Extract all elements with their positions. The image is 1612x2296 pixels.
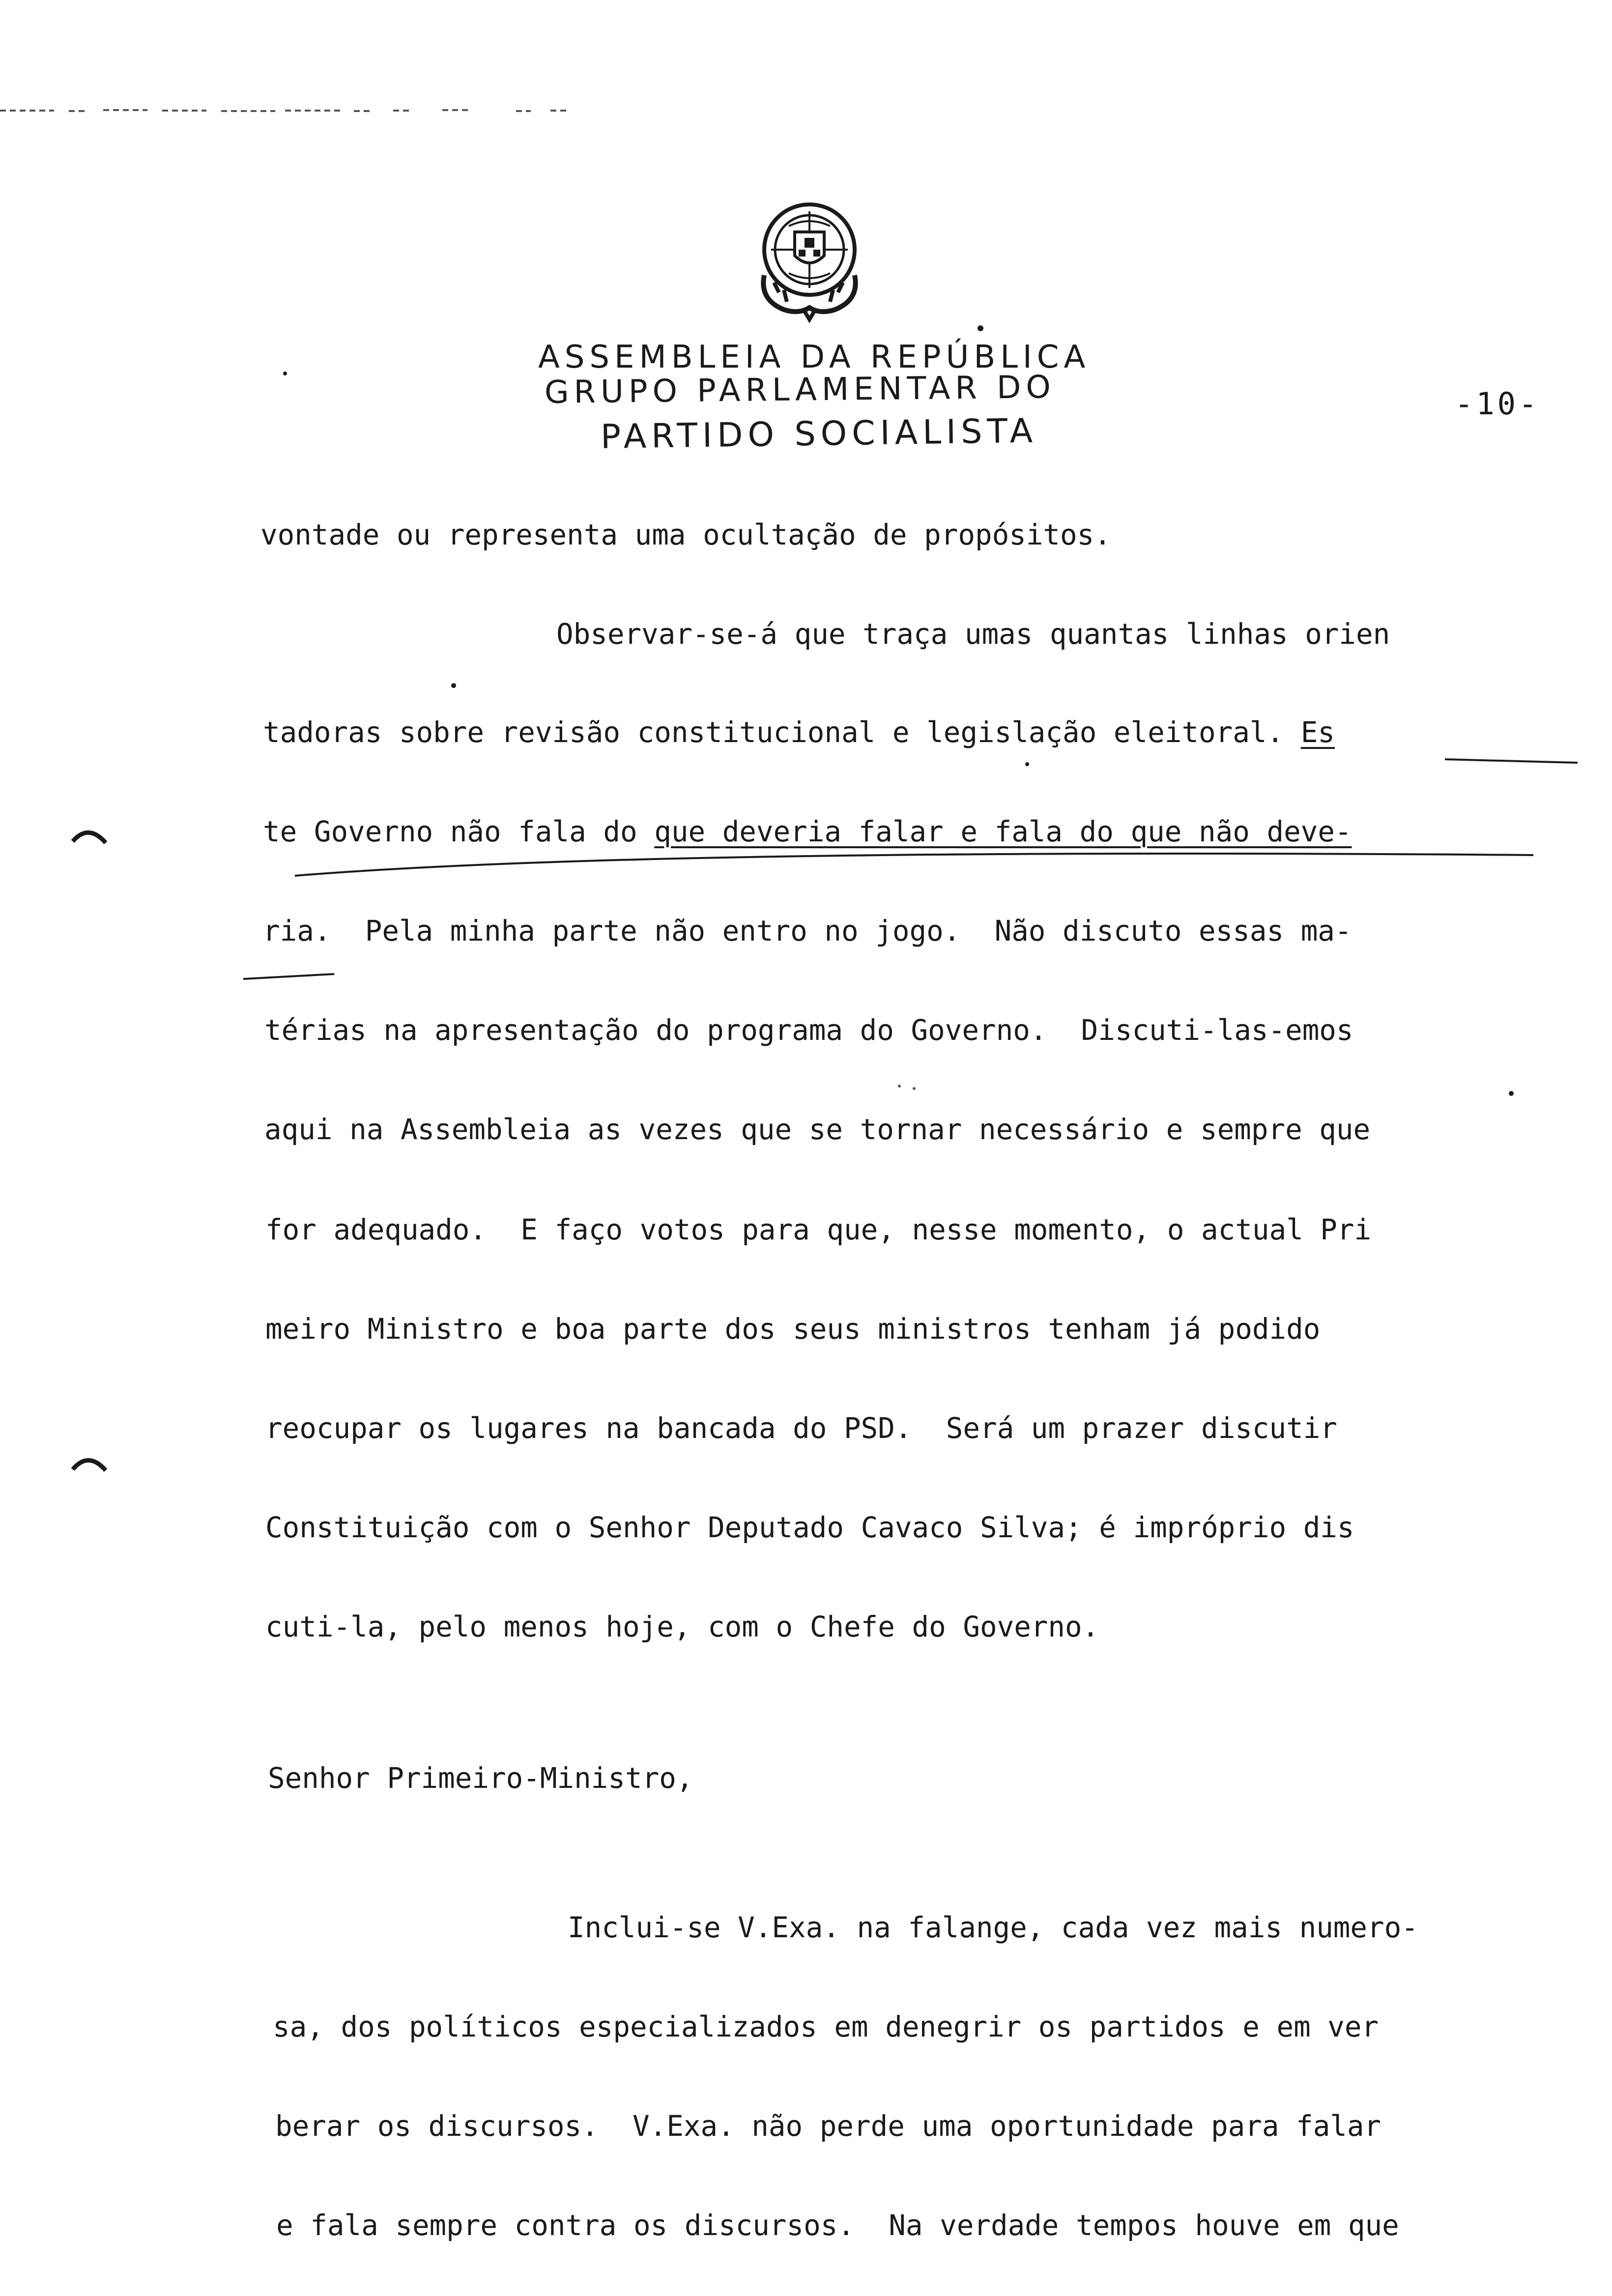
text-line: reocupar os lugares na bancada do PSD. Será um prazer discutir <box>265 1412 1337 1445</box>
handwritten-underline <box>295 854 1533 876</box>
text-line: vontade ou representa uma ocultação de propósitos. <box>260 518 1111 551</box>
text-segment: tadoras sobre revisão constitucional e legislação eleitoral. <box>263 716 1301 749</box>
punch-mark <box>73 1460 106 1470</box>
underlined-text: Es <box>1300 716 1335 749</box>
text-line: aqui na Assembleia as vezes que se tornar necessário e sempre que <box>264 1113 1371 1146</box>
text-line <box>263 718 1335 747</box>
letterhead-line-2: GRUPO PARLAMENTAR DO <box>544 369 1056 411</box>
text-line: térias na apresentação do programa do Governo. Discuti-las-emos <box>264 1014 1353 1047</box>
underlined-text: que deveria falar e fala do que não deve- <box>654 815 1352 848</box>
text-line: Constituição com o Senhor Deputado Cavaco Silva; é impróprio dis <box>265 1511 1354 1544</box>
letterhead-line-1: ASSEMBLEIA DA REPÚBLICA <box>538 339 1091 375</box>
text-line: e fala sempre contra os discursos. Na verdade tempos houve em que <box>276 2209 1399 2242</box>
text-line <box>263 815 1352 848</box>
text-line: meiro Ministro e boa parte dos seus ministros tenham já podido <box>265 1313 1321 1346</box>
text-line: Senhor Primeiro-Ministro, <box>268 1762 693 1795</box>
text-line: ria. Pela minha parte não entro no jogo. Não discuto essas ma- <box>263 915 1352 947</box>
letterhead-line-3: PARTIDO SOCIALISTA <box>600 411 1038 457</box>
text-line: cuti-la, pelo menos hoje, com o Chefe do Governo. <box>265 1610 1099 1643</box>
text-line: berar os discursos. V.Exa. não perde uma oportunidade para falar <box>275 2110 1382 2143</box>
text-line: Observar-se-á que traça umas quantas linhas orien <box>556 618 1390 651</box>
text-segment: te Governo não fala do <box>263 815 655 848</box>
portuguese-coat-of-arms-icon <box>749 197 870 324</box>
page-number: -10- <box>1455 386 1540 422</box>
text-line: sa, dos políticos especializados em denegrir os partidos e em ver <box>273 2010 1379 2043</box>
punch-mark <box>73 832 106 843</box>
text-line: Inclui-se V.Exa. na falange, cada vez mais numero- <box>568 1911 1418 1944</box>
text-line: for adequado. E faço votos para que, nesse momento, o actual Pri <box>265 1213 1372 1246</box>
